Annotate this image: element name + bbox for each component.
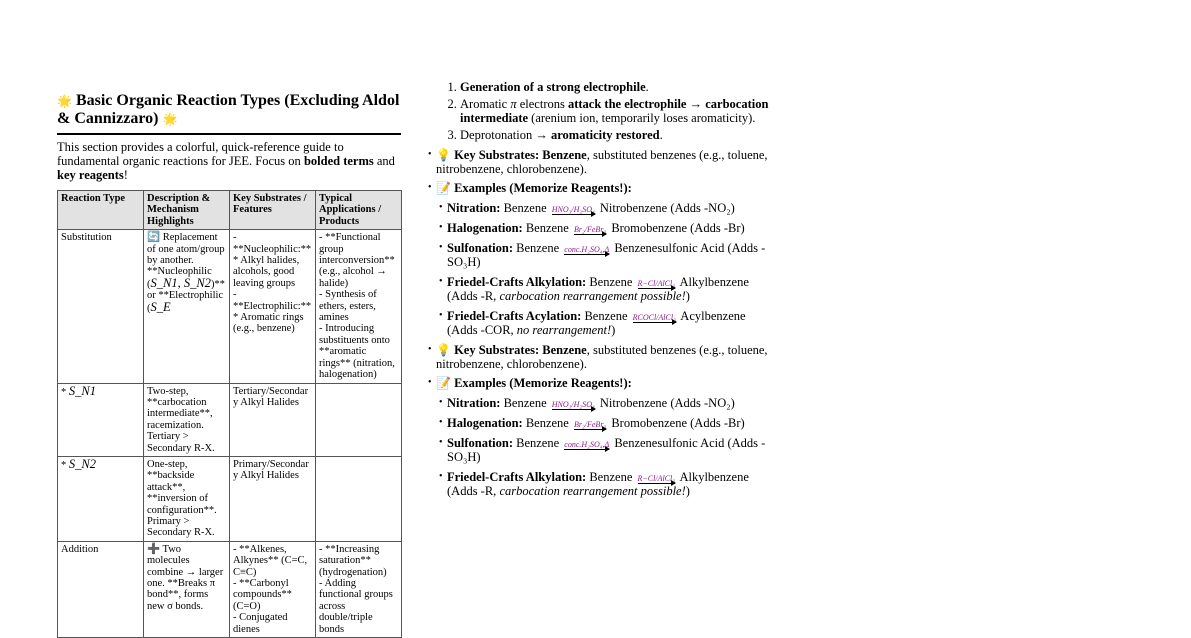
example-item — [439, 436, 773, 464]
pi-symbol: π — [510, 97, 517, 111]
list-item — [460, 128, 773, 142]
table-row — [58, 383, 402, 456]
step-text: . — [659, 128, 663, 142]
cell-line: - **Alkenes, Alkynes** (C=C, C≡C) — [233, 543, 308, 578]
example-item — [439, 396, 773, 410]
step-bold: Generation of a strong electrophile — [460, 80, 646, 94]
example-from: Benzene — [516, 241, 560, 255]
table-header-row — [58, 191, 402, 230]
example-from: Benzene — [589, 275, 633, 289]
mechanism-steps — [428, 80, 773, 142]
step-text: electrons — [516, 97, 568, 111]
intro-bold-2: key reagents — [57, 168, 124, 182]
page-title-text: Basic Organic Reaction Types (Excluding Aldol & Cannizzaro) — [57, 92, 400, 127]
reaction-arrow — [572, 421, 608, 430]
example-name: Friedel-Crafts Alkylation: — [447, 470, 587, 484]
example-end: ) — [611, 323, 616, 337]
reagent-label: HNO₃/H₂SO₄ — [551, 400, 595, 409]
star-icon: 🌟 — [57, 94, 72, 108]
key-substrates-item — [428, 343, 773, 371]
example-name: Halogenation: — [447, 416, 523, 430]
arrow-symbol: → — [535, 128, 551, 142]
reagent-label: conc.H₂SO₄,Δ — [564, 245, 610, 254]
example-product: Benzenesulfonic Acid (Adds -SO₃H) — [447, 436, 766, 464]
example-product: Alkylbenzene (Adds -R, — [447, 470, 749, 498]
table-cell-type — [58, 456, 144, 541]
reagent-label: conc.H₂SO₄,Δ — [564, 440, 610, 449]
reaction-arrow — [562, 441, 611, 450]
reaction-arrow — [636, 475, 678, 484]
arrow-line — [564, 254, 609, 255]
reaction-arrow — [572, 226, 608, 235]
memo-icon: 📝 — [436, 376, 451, 390]
cell-math: S_N1 — [68, 383, 96, 398]
example-name: Nitration: — [447, 396, 501, 410]
key-substrates-text: , substituted benzenes (e.g., toluene, nitrobenzene, chlorobenzene). — [436, 343, 768, 371]
example-note: no rearrangement! — [516, 323, 612, 337]
reaction-arrow — [636, 280, 678, 289]
table-cell-substrates — [230, 541, 316, 637]
table-cell-applications — [316, 230, 402, 383]
arrow-line — [552, 409, 595, 410]
cell-line: **Nucleophilic ( — [147, 266, 212, 290]
reagent-label: R−Cl/AlCl₃ — [637, 474, 676, 483]
intro-bold-1: bolded terms — [303, 154, 374, 168]
table-cell-description: One-step, **backside attack**, **inversion of configuration**. Primary > Secondary R-X. — [144, 456, 230, 541]
arrow-line — [574, 429, 606, 430]
example-note: carbocation rearrangement possible! — [499, 289, 686, 303]
table-cell-substrates: Primary/Secondary Alkyl Halides — [230, 456, 316, 541]
memo-icon: 📝 — [436, 181, 451, 195]
step-bold: attack the electrophile — [567, 97, 687, 111]
example-name: Friedel-Crafts Alkylation: — [447, 275, 587, 289]
step-text: Deprotonation — [460, 128, 536, 142]
step-text: Aromatic — [460, 97, 511, 111]
lightbulb-icon: 💡 — [436, 148, 451, 162]
bullet-prefix: * — [61, 386, 69, 398]
example-product: Alkylbenzene (Adds -R, — [447, 275, 749, 303]
example-end: ) — [685, 484, 690, 498]
example-product: Nitrobenzene (Adds -NO₂) — [599, 396, 735, 410]
cell-math: S_E — [150, 299, 171, 314]
example-from: Benzene — [516, 436, 560, 450]
reaction-arrow — [631, 314, 678, 323]
cell-line: - Introducing substituents onto **aromatic rings** (nitration, halogenation) — [319, 323, 395, 381]
intro-text-2: and — [373, 154, 395, 168]
arrow-line — [552, 214, 595, 215]
table-cell-applications — [316, 456, 402, 541]
reagent-label: Br₂/FeBr₃ — [573, 420, 607, 429]
bullet-prefix: * — [61, 459, 69, 471]
cell-line: - Adding functional groups across double/triple bonds — [319, 578, 393, 635]
example-from: Benzene — [584, 309, 628, 323]
cell-line: )** or **Electrophilic ( — [147, 278, 225, 314]
cell-line: - **Functional group interconversion** (e.g., alcohol → halide) — [319, 232, 395, 289]
reagent-label: HNO₃/H₂SO₄ — [551, 205, 595, 214]
example-name: Nitration: — [447, 201, 501, 215]
example-item — [439, 470, 773, 498]
reagent-label: RCOCl/AlCl₃ — [632, 313, 676, 322]
example-name: Sulfonation: — [447, 436, 513, 450]
cell-line: 🔄 Replacement of one atom/group by another. — [147, 232, 225, 267]
table-cell-type: Addition — [58, 541, 144, 637]
example-from: Benzene — [503, 201, 547, 215]
example-item — [439, 275, 773, 303]
table-row — [58, 456, 402, 541]
table-cell-description: ➕ Two molecules combine → larger one. **Breaks π bond**, forms new σ bonds. — [144, 541, 230, 637]
step-text: (arenium ion, temporarily loses aromaticity). — [528, 111, 756, 125]
list-item — [460, 97, 773, 125]
cell-math: S_N1, S_N2 — [150, 275, 211, 290]
page-title — [57, 92, 401, 135]
cell-line: - Conjugated dienes — [233, 612, 288, 635]
key-substrates-text: , substituted benzenes (e.g., toluene, nitrobenzene, chlorobenzene). — [436, 148, 768, 176]
reagent-label: Br₂/FeBr₃ — [573, 225, 607, 234]
list-item — [460, 80, 773, 94]
example-product: Nitrobenzene (Adds -NO₂) — [599, 201, 735, 215]
table-cell-substrates — [230, 230, 316, 383]
intro-text-1: This section provides a colorful, quick-reference guide to fundamental organic reactions for JEE. Focus on — [57, 140, 344, 168]
table-cell-description: Two-step, **carbocation intermediate**, racemization. Tertiary > Secondary R-X. — [144, 383, 230, 456]
table-cell-substrates: Tertiary/Secondary Alkyl Halides — [230, 383, 316, 456]
table-row — [58, 541, 402, 637]
example-from: Benzene — [589, 470, 633, 484]
example-note: carbocation rearrangement possible! — [499, 484, 686, 498]
arrow-line — [633, 322, 676, 323]
example-product: Acylbenzene (Adds -COR, — [447, 309, 746, 337]
cell-line: - Synthesis of ethers, esters, amines — [319, 289, 377, 324]
right-column — [428, 80, 773, 504]
step-bold: carbocation intermediate — [460, 97, 769, 125]
examples-list — [428, 396, 773, 498]
example-item — [439, 201, 773, 215]
step-bold: aromaticity restored — [550, 128, 660, 142]
example-product: Benzenesulfonic Acid (Adds -SO₃H) — [447, 241, 766, 269]
examples-list — [428, 201, 773, 337]
table-cell-applications — [316, 541, 402, 637]
table-cell-type — [58, 383, 144, 456]
intro-paragraph — [57, 140, 401, 182]
example-product: Bromobenzene (Adds -Br) — [611, 221, 745, 235]
table-header: Description & Mechanism Highlights — [144, 191, 230, 230]
arrow-symbol: → — [686, 97, 706, 111]
star-icon: 🌟 — [162, 112, 178, 126]
examples-heading-label: Examples (Memorize Reagents!): — [454, 181, 632, 195]
table-row — [58, 230, 402, 383]
table-cell-type: Substitution — [58, 230, 144, 383]
cell-line: - **Increasing saturation** (hydrogenation) — [319, 543, 387, 578]
example-item — [439, 416, 773, 430]
example-item — [439, 221, 773, 235]
arrow-line — [638, 483, 676, 484]
reaction-arrow — [550, 401, 597, 410]
table-header: Typical Applications / Products — [316, 191, 402, 230]
examples-heading — [428, 181, 773, 195]
cell-line: - **Electrophilic:** * Aromatic rings (e.g., benzene) — [233, 289, 312, 335]
example-from: Benzene — [503, 396, 547, 410]
key-substrates-label: Key Substrates: Benzene — [454, 148, 587, 162]
reaction-table — [57, 190, 402, 638]
example-from: Benzene — [525, 416, 569, 430]
key-substrates-item — [428, 148, 773, 176]
table-cell-applications — [316, 383, 402, 456]
arrow-line — [638, 288, 676, 289]
example-name: Friedel-Crafts Acylation: — [447, 309, 582, 323]
intro-text-3: ! — [123, 168, 128, 182]
cell-math: S_N2 — [68, 456, 96, 471]
cell-line: - **Carbonyl compounds** (C=O) — [233, 578, 292, 612]
examples-heading — [428, 376, 773, 390]
example-end: ) — [685, 289, 690, 303]
table-cell-description — [144, 230, 230, 383]
key-substrates-label: Key Substrates: Benzene — [454, 343, 587, 357]
reagent-label: R−Cl/AlCl₃ — [637, 279, 676, 288]
example-name: Sulfonation: — [447, 241, 513, 255]
example-item — [439, 241, 773, 269]
arrow-line — [564, 449, 609, 450]
reaction-arrow — [562, 246, 611, 255]
table-header: Key Substrates / Features — [230, 191, 316, 230]
table-header: Reaction Type — [58, 191, 144, 230]
example-name: Halogenation: — [447, 221, 523, 235]
examples-heading-label: Examples (Memorize Reagents!): — [454, 376, 632, 390]
arrow-line — [574, 234, 606, 235]
example-item — [439, 309, 773, 337]
cell-line: - **Nucleophilic:** * Alkyl halides, alcohols, good leaving groups — [233, 232, 312, 289]
left-column — [57, 92, 401, 638]
example-from: Benzene — [525, 221, 569, 235]
example-product: Bromobenzene (Adds -Br) — [611, 416, 745, 430]
reaction-arrow — [550, 206, 597, 215]
step-text: . — [645, 80, 649, 94]
lightbulb-icon: 💡 — [436, 343, 451, 357]
